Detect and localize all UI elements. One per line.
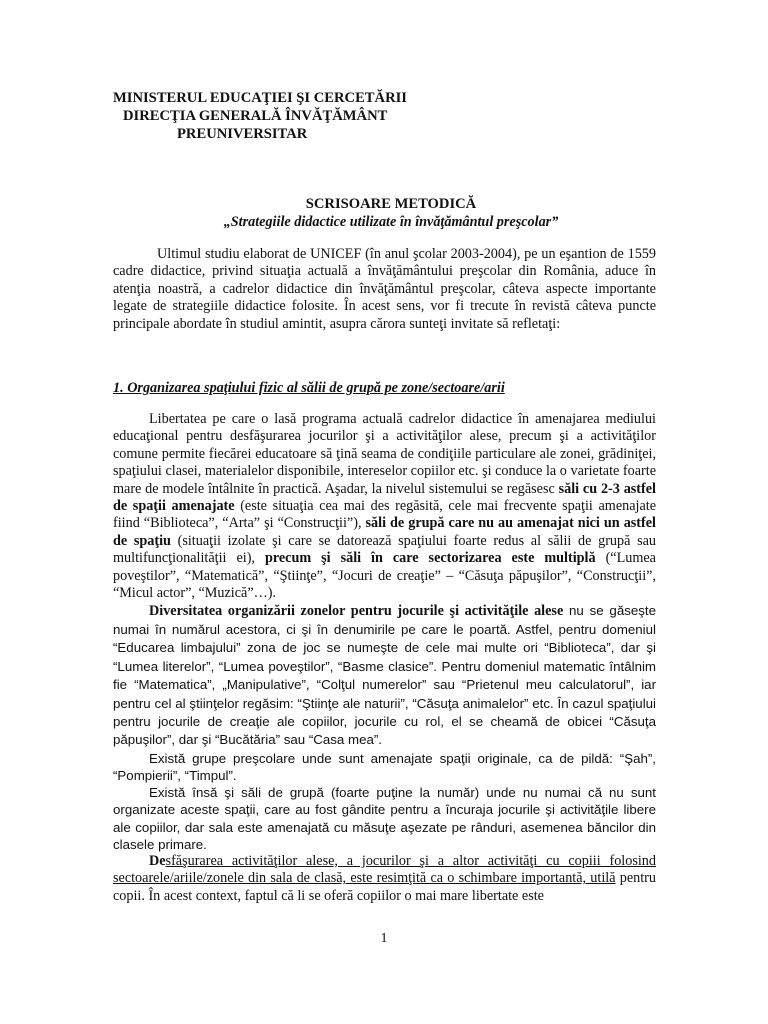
section-1-body — [113, 411, 656, 905]
underlined-run: sfăşurarea activităţilor alese, a jocurilor şi a altor activităţi cu copiii folosind sectoarele/ariile/zonele din sala de clasă, este resimţită ca o schimbare importantă, utilă — [113, 852, 656, 887]
emphasis-run: săli cu 2-3 astfel de spaţii amenajate — [113, 480, 656, 515]
section-1-paragraph-4: Există însă şi săli de grupă (foarte puţine la număr) unde nu numai că nu sunt organizate aceste spaţii, care au fost gândite pentru a încuraja jocurile şi activităţile libere ale copiilor, dar sala este amenajată cu măsuţe aşezate pe rânduri, asemenea băncilor din clasele primare. — [113, 785, 656, 852]
header-line-2: DIRECŢIA GENERALĂ ÎNVĂŢĂMÂNT — [123, 108, 388, 124]
section-1-paragraph-5 — [113, 853, 656, 905]
text-run: nu se găseşte numai în numărul acestora, ci şi în denumirile pe care le poartă. Astfel, pentru domeniul “Educarea limbajului” zona de joc se numeşte de cele mai multe ori “Biblioteca”, dar şi “Lumea literelor”, “Lumea poveştilor”, “Basme clasice”. Pentru domeniul matematic întâlnim fie “Matematica”, „Manipulative”, “Colţul numerelor” sau “Prietenul meu calculatorul”, iar pentru cel al ştiinţelor regăsim: “Ştiinţe ale naturii”, “Căsuţa animalelor” etc. În cazul spaţiului pentru jocurile de creaţie ale copiilor, jocurile cu rol, el se cheamă de obicei “Căsuţa păpuşilor”, dar şi “Bucătăria” sau “Casa mea”. — [113, 603, 656, 748]
text-run: (“Lumea poveştilor”, “Matematică”, “Ştiinţe”, “Jocuri de creaţie” – “Căsuţa păpuşilor”, “Construcţii”, “Micul actor”, “Muzică”…). — [113, 550, 656, 602]
section-1-heading: 1. Organizarea spaţiului fizic al sălii de grupă pe zone/sectoare/arii — [113, 380, 505, 396]
section-1-paragraph-2 — [113, 602, 656, 749]
text-run: Libertatea pe care o lasă programa actuală cadrelor didactice în amenajarea mediului educaţional pentru desfăşurarea jocurilor şi a activităţilor alese, precum şi a activităţilor comune permite fiecărei educatoare să ţină seama de condiţiile particulare ale zonei, grădiniţei, spaţiului clasei, materialelor disponibile, intereselor copiilor etc. şi conduce la o varietate foarte mare de modele întâlnite în practică. Aşadar, la nivelul sistemului se regăsesc — [113, 411, 656, 497]
intro-paragraph: Ultimul studiu elaborat de UNICEF (în anul şcolar 2003-2004), pe un eşantion de 1559 cadre didactice, privind situaţia actuală a învăţământului preşcolar din România, aduce în atenţia noastră, a cadrelor didactice din învăţământul preşcolar, câteva aspecte importante legate de strategiile didactice folosite. În acest sens, vor fi trecute în revistă câteva puncte principale abordate în studiul amintit, asupra cărora sunteţi invitate să refletaţi: — [113, 246, 656, 332]
page-number: 1 — [380, 931, 388, 946]
section-1-paragraph-1 — [113, 411, 656, 602]
emphasis-run: săli de grupă care nu au amenajat nici un astfel de spaţiu — [113, 515, 656, 549]
emphasis-run: De — [149, 852, 166, 869]
text-run: pentru copii. În acest context, faptul că li se oferă copiilor o mai mare libertate este — [113, 870, 656, 904]
section-1-paragraph-3: Există grupe preşcolare unde sunt amenajate spaţii originale, ca de pildă: “Şah”, “Pompierii”, “Timpul”. — [113, 750, 656, 783]
document-title — [0, 195, 768, 231]
intro-section — [113, 246, 656, 333]
header-line-1: MINISTERUL EDUCAŢIEI ŞI CERCETĂRII — [113, 90, 407, 106]
header-line-3: PREUNIVERSITAR — [177, 126, 308, 142]
title-main: SCRISOARE METODICĂ — [305, 196, 477, 212]
emphasis-run: Diversitatea organizării zonelor pentru jocurile şi activităţile alese — [149, 603, 564, 620]
emphasis-run: precum şi săli în care sectorizarea este multiplă — [264, 550, 596, 567]
text-run: (situaţii izolate şi care se datorează spaţiului foarte redus al sălii de grupă sau multifuncţionalităţii ei), — [113, 532, 657, 567]
title-subtitle: „Strategiile didactice utilizate în învăţământul preşcolar” — [223, 214, 559, 230]
ministry-header — [113, 89, 407, 143]
text-run: (este situaţia cea mai des regăsită, cele mai frecvente spaţii amenajate fiind “Biblioteca”, “Arta” şi “Construcţii”), — [113, 498, 656, 532]
